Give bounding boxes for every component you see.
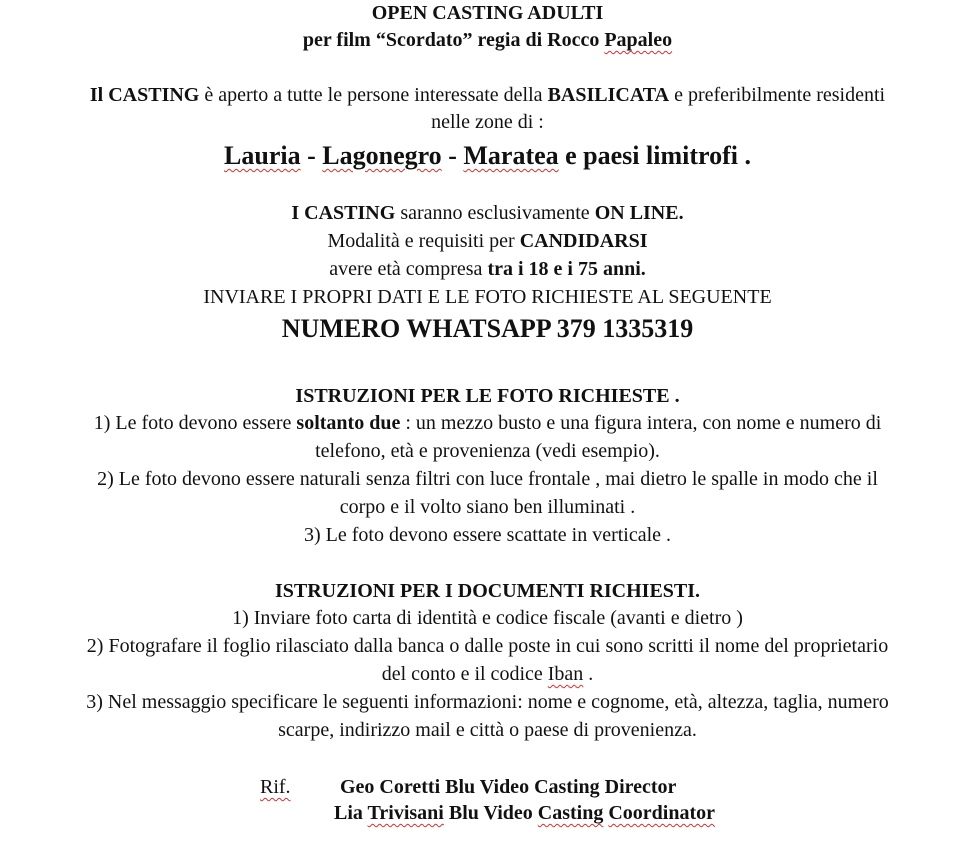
photos-item-2-cont: corpo e il volto siano ben illuminati . — [339, 496, 636, 518]
whatsapp-number: NUMERO WHATSAPP 379 1335319 — [281, 314, 694, 343]
reference-label: Rif. — [260, 776, 291, 798]
documents-item-1: 1) Inviare foto carta di identità e codice fiscale (avanti e dietro ) — [232, 607, 743, 629]
casting-line-1: I CASTING saranno esclusivamente ON LINE. — [291, 202, 684, 224]
reference-coordinator: Lia Trivisani Blu Video Casting Coordinator — [334, 802, 716, 824]
documents-item-3: 3) Nel messaggio specificare le seguenti informazioni: nome e cognome, età, altezza, taglia, numero — [86, 691, 889, 713]
documents-heading: ISTRUZIONI PER I DOCUMENTI RICHIESTI. — [274, 580, 701, 602]
documents-item-3-cont: scarpe, indirizzo mail e città o paese di provenienza. — [278, 719, 697, 741]
casting-line-3: avere età compresa tra i 18 e i 75 anni. — [329, 258, 646, 280]
documents-item-2: 2) Fotografare il foglio rilasciato dalla banca o dalle poste in cui sono scritti il nome del proprietario — [86, 635, 889, 657]
photos-item-2: 2) Le foto devono essere naturali senza filtri con luce frontale , mai dietro le spalle in modo che il — [97, 468, 878, 490]
towns-line: Lauria - Lagonegro - Maratea e paesi limitrofi . — [224, 141, 751, 170]
reference-director: Geo Coretti Blu Video Casting Director — [340, 776, 677, 798]
intro-line-2: nelle zone di : — [431, 111, 544, 133]
documents-item-2-cont: del conto e il codice Iban . — [381, 663, 594, 685]
photos-item-3: 3) Le foto devono essere scattate in verticale . — [303, 524, 672, 546]
photos-heading: ISTRUZIONI PER LE FOTO RICHIESTE . — [295, 385, 680, 407]
photos-item-1-cont: telefono, età e provenienza (vedi esempio). — [315, 440, 660, 462]
document-subtitle: per film “Scordato” regia di Rocco Papaleo — [302, 29, 673, 51]
casting-line-2: Modalità e requisiti per CANDIDARSI — [327, 230, 648, 252]
document-title: OPEN CASTING ADULTI — [371, 2, 604, 24]
casting-line-4: INVIARE I PROPRI DATI E LE FOTO RICHIESTE AL SEGUENTE — [203, 286, 772, 308]
intro-line-1: Il CASTING è aperto a tutte le persone interessate della BASILICATA e preferibilmente residenti — [89, 84, 886, 106]
photos-item-1: 1) Le foto devono essere soltanto due : un mezzo busto e una figura intera, con nome e numero di — [93, 412, 882, 434]
